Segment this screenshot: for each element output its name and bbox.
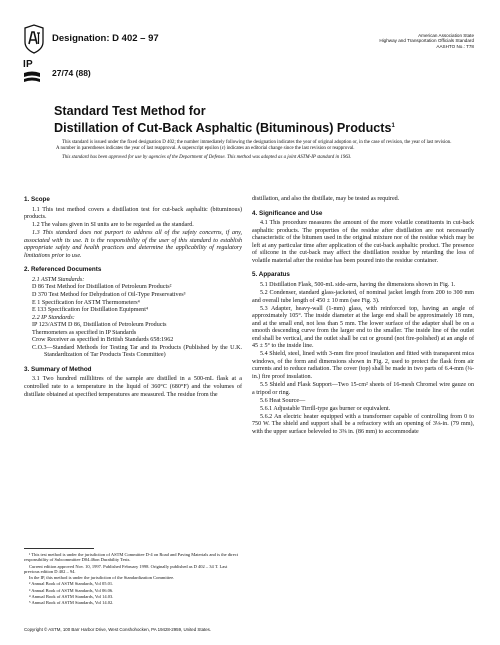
reference-item: D 370 Test Method for Dehydration of Oil-Type Preservatives³ (32, 292, 186, 299)
left-column (24, 196, 242, 400)
title-line-1: Standard Test Method for (54, 104, 206, 118)
paragraph: 5.5 Shield and Flask Support—Two 15-cm² sheets of 16-mesh Chromel wire gauze on a tripod or ring. (252, 382, 474, 396)
org-line: Highway and Transportation Officials Standard (379, 38, 474, 44)
reference-item: C.O.3—Standard Methods for Testing Tar and its Products (Published by the U.K. Standardization of Tar Products Tests Committee) (32, 344, 242, 359)
reference-item: IP 123/ASTM D 86, Distillation of Petroleum Products (32, 322, 167, 329)
org-line: American Association State (418, 33, 474, 38)
section-heading: 1. Scope (24, 196, 50, 203)
footnote-rule (24, 548, 94, 549)
footnote: Current edition approved Nov. 10, 1997. Published February 1998. Originally published as D 402 – 34 T. Last previous edition D 402 – 94. (24, 563, 228, 575)
paragraph: 5.6.2 An electric heater equipped with a transformer capable of controlling from 0 to 750 W. The shield and support shall be a refractory with an opening of 3⅛-in. (79 mm), with the upper surface beleveled to 3⅜ in. (86 mm) to accommodate (252, 413, 474, 435)
footnote: ² Annual Book of ASTM Standards, Vol 05.01. (29, 581, 114, 587)
paragraph: 5.6 Heat Source— (260, 397, 306, 404)
section-heading: 2. Referenced Documents (24, 266, 102, 274)
ip-number: 27/74 (88) (52, 68, 91, 78)
intro-block (56, 140, 452, 163)
copyright: Copyright © ASTM, 100 Barr Harbor Drive, West Conshohocken, PA 19428-2959, United States. (24, 627, 212, 632)
footnotes (24, 552, 242, 606)
paragraph: 5.1 Distillation Flask, 500-mL side-arm, having the dimensions shown in Fig. 1. (260, 281, 456, 288)
org-info (324, 33, 474, 49)
paragraph: distillation, and also the distillate, may be tested as required. (252, 196, 400, 202)
title-footnote-mark: 1 (391, 123, 395, 129)
footnote: ⁵ Annual Book of ASTM Standards, Vol 14.02. (29, 600, 114, 606)
paragraph: 1.2 The values given in SI units are to be regarded as the standard. (32, 222, 194, 229)
paragraph: 4.1 This procedure measures the amount of the more volatile constituents in cut-back asphaltic products. The properties of the residue after distillation are not necessarily characteristic of the bitumen used in the original mixture nor of the residue which may be left at any particular time after application of the cut-back asphaltic product. The presence of silicone in the cut-back may affect the distillation residue by retarding the loss of volatile material after the residue has been poured into the residue container. (252, 220, 474, 264)
section-heading: 5. Apparatus (252, 271, 290, 279)
title-line-2 (54, 119, 474, 136)
section-heading: 3. Summary of Method (24, 365, 92, 373)
reference-item: Crow Receiver as specified in British Standards 658:1962 (32, 337, 174, 344)
section-heading: 4. Significance and Use (252, 209, 323, 217)
astm-logo-icon (23, 24, 45, 54)
paragraph: 5.6.1 Adjustable Tirrill-type gas burner or equivalent. (260, 405, 391, 412)
issued-statement: This standard is issued under the fixed designation D 402; the number immediately following the designation indicates the year of original adoption or, in the case of revision, the year of last revision. A number in parentheses indicates the year of last reapproval. A superscript epsilon (ε) indicates an editorial change since the last revision or reapproval. (56, 140, 452, 151)
paragraph: 1.3 This standard does not purport to address all of the safety concerns, if any, associated with its use. It is the responsibility of the user of this standard to establish appropriate safety and health practices and determine the applicability of regulatory limitations prior to use. (24, 230, 242, 259)
footnote: In the IP, this method is under the jurisdiction of the Standardization Committee. (29, 575, 175, 581)
paragraph: 3.1 Two hundred millilitres of the sample are distilled in a 500-mL flask at a controlled rate to a temperature in the liquid of 360°C (680°F) and the volumes of distillate obtained at specified temperatures are measured. The residue from the (24, 376, 242, 398)
designation: Designation: D 402 – 97 (52, 33, 159, 44)
footnote: ⁴ Annual Book of ASTM Standards, Vol 14.03. (29, 593, 114, 599)
paragraph: 5.2 Condenser, standard glass-jacketed, of nominal jacket length from 200 to 300 mm and overall tube length of 450 ± 10 mm (see Fig. 3). (252, 289, 474, 304)
subheading: 2.2 IP Standards: (32, 314, 75, 321)
paragraph: 5.4 Shield, steel, lined with 3-mm fire proof insulation and fitted with transparent mica windows, of the form and dimensions shown in Fig. 2, used to protect the flask from air currents and to reduce radiation. The cover (top) shall be made in two parts of 6.4-mm (¼-in.) fire proof insulation. (252, 351, 474, 380)
reference-item: D 86 Test Method for Distillation of Petroleum Products² (32, 284, 172, 291)
paragraph: 1.1 This test method covers a distillation test for cut-back asphaltic (bituminous) products. (24, 206, 242, 221)
right-column (252, 196, 474, 437)
reference-item: Thermometers as specified in IP Standards (32, 329, 137, 336)
document-title (54, 104, 474, 136)
paragraph: 5.3 Adapter, heavy-wall (1-mm) glass, with reinforced top, having an angle of approximately 105°. The inside diameter at the large end shall be approximately 18 mm, and at the small end, not less than 5 mm. The lower surface of the adapter shall be on a smooth descending curve from the larger end to the smaller. The inside line of the outlet end shall be vertical, and the outlet shall be cut or ground (not fire-polished) at an angle of 45 ± 5° to the inside line. (252, 305, 474, 350)
footnote: ³ Annual Book of ASTM Standards, Vol 06.06. (29, 587, 114, 593)
reference-item: E 133 Specification for Distillation Equipment⁴ (32, 307, 149, 314)
reference-item: E 1 Specification for ASTM Thermometers⁴ (32, 299, 140, 306)
subheading: 2.1 ASTM Standards: (32, 276, 85, 283)
ip-logo-icon: IP (23, 60, 45, 84)
title-main: Distillation of Cut-Back Asphaltic (Bituminous) Products (54, 121, 392, 136)
ip-logo-mark (23, 71, 41, 83)
footnote: ¹ This test method is under the jurisdiction of ASTM Committee D-4 on Road and Paving Materials and is the direct responsibility of Subcommittee D04.46on Durability Tests. (24, 552, 238, 563)
approved-statement: This standard has been approved for use by agencies of the Department of Defense. This method was adopted as a joint ASTM-IP standard in 1963. (62, 155, 352, 160)
org-line: AASHTO No.: T78 (436, 43, 474, 49)
